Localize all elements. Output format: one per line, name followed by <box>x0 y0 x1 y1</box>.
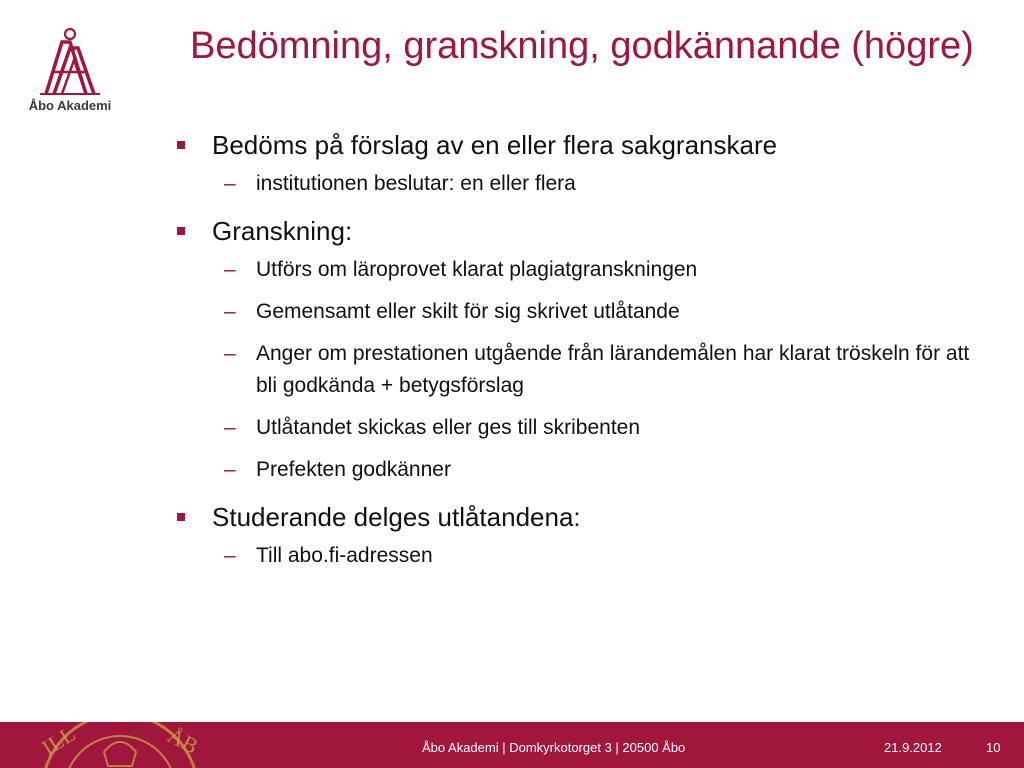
sub-bullet-item <box>212 168 982 200</box>
slide-content <box>172 128 982 586</box>
sub-bullet-text: Utlåtandet skickas eller ges till skribenten <box>256 416 641 439</box>
bullet-text: Bedöms på förslag av en eller flera sakgranskare <box>212 130 778 160</box>
sub-bullet-text: Prefekten godkänner <box>256 458 451 481</box>
logo-text: Åbo Akademi <box>28 98 112 113</box>
square-bullet-icon <box>177 513 185 521</box>
dash-bullet-icon: – <box>224 458 236 481</box>
sub-bullet-text: institutionen beslutar: en eller flera <box>256 172 576 195</box>
bullet-text: Granskning: <box>212 216 353 246</box>
sub-bullet-item <box>212 254 982 286</box>
bullet-list <box>172 128 982 572</box>
sub-bullet-text: Gemensamt eller skilt för sig skrivet utlåtande <box>256 300 680 323</box>
footer-bar <box>0 722 1024 768</box>
abo-akademi-logo <box>24 28 116 120</box>
footer-address: Åbo Akademi | Domkyrkotorget 3 | 20500 Åbo <box>422 740 686 755</box>
sub-bullet-text: Till abo.fi-adressen <box>256 544 433 567</box>
sub-bullet-text: Utförs om läroprovet klarat plagiatgranskningen <box>256 258 698 281</box>
dash-bullet-icon: – <box>224 172 236 195</box>
dash-bullet-icon: – <box>224 342 236 365</box>
svg-text:ILL: ILL <box>37 720 80 761</box>
slide-title: Bedömning, granskning, godkännande (högre) <box>190 25 974 67</box>
dash-bullet-icon: – <box>224 416 236 439</box>
sub-bullet-item <box>212 296 982 328</box>
bullet-item <box>172 214 982 486</box>
bullet-item <box>172 128 982 200</box>
bullet-text: Studerande delges utlåtandena: <box>212 502 581 532</box>
sub-bullet-item <box>212 454 982 486</box>
sub-bullet-text: Anger om prestationen utgående från lärandemålen har klarat tröskeln för att bli godkända + betygsförslag <box>256 342 970 397</box>
sub-bullet-item <box>212 540 982 572</box>
square-bullet-icon <box>177 141 185 149</box>
footer-date: 21.9.2012 <box>884 740 942 755</box>
sub-bullet-list <box>212 168 982 200</box>
square-bullet-icon <box>177 227 185 235</box>
sub-bullet-list <box>212 540 982 572</box>
dash-bullet-icon: – <box>224 544 236 567</box>
dash-bullet-icon: – <box>224 300 236 323</box>
seal-icon <box>20 722 220 768</box>
dash-bullet-icon: – <box>224 258 236 281</box>
sub-bullet-item <box>212 338 982 402</box>
svg-text:ÅB: ÅB <box>163 722 203 759</box>
page-number: 10 <box>986 740 1001 755</box>
logo-emblem-icon <box>32 28 108 100</box>
sub-bullet-item <box>212 412 982 444</box>
bullet-item <box>172 500 982 572</box>
sub-bullet-list <box>212 254 982 486</box>
